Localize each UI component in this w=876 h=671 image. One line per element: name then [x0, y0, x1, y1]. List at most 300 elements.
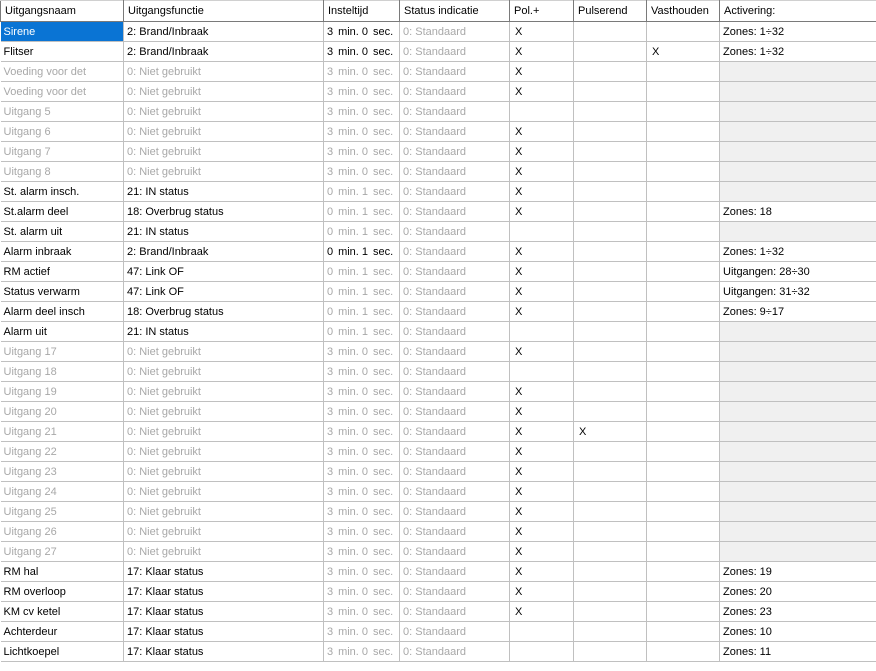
pulserend-cell[interactable] — [574, 582, 647, 602]
table-row[interactable] — [1, 622, 876, 642]
output-name-cell[interactable]: KM cv ketel — [1, 602, 124, 622]
vasthouden-cell[interactable] — [647, 602, 720, 622]
table-row[interactable] — [1, 462, 876, 482]
vasthouden-cell[interactable] — [647, 122, 720, 142]
output-function-cell[interactable]: 0: Niet gebruikt — [124, 342, 324, 362]
activation-cell[interactable]: Zones: 19 — [720, 562, 876, 582]
output-function-cell[interactable]: 17: Klaar status — [124, 622, 324, 642]
vasthouden-cell[interactable] — [647, 62, 720, 82]
status-indication-cell[interactable]: 0: Standaard — [400, 442, 510, 462]
header-status-indicatie[interactable]: Status indicatie — [400, 1, 510, 22]
output-name-cell[interactable]: Uitgang 5 — [1, 102, 124, 122]
pol-plus-cell[interactable]: X — [510, 262, 574, 282]
output-function-cell[interactable]: 0: Niet gebruikt — [124, 82, 324, 102]
vasthouden-cell[interactable] — [647, 82, 720, 102]
pulserend-cell[interactable] — [574, 102, 647, 122]
table-row[interactable] — [1, 322, 876, 342]
activation-cell[interactable]: Zones: 20 — [720, 582, 876, 602]
time-cell[interactable] — [324, 622, 400, 642]
status-indication-cell[interactable]: 0: Standaard — [400, 562, 510, 582]
pol-plus-cell[interactable]: X — [510, 602, 574, 622]
vasthouden-cell[interactable] — [647, 282, 720, 302]
activation-cell[interactable]: Zones: 9÷17 — [720, 302, 876, 322]
time-cell[interactable] — [324, 582, 400, 602]
vasthouden-cell[interactable] — [647, 322, 720, 342]
time-cell[interactable] — [324, 22, 400, 42]
output-name-cell[interactable]: St.alarm deel — [1, 202, 124, 222]
output-function-cell[interactable]: 18: Overbrug status — [124, 302, 324, 322]
status-indication-cell[interactable]: 0: Standaard — [400, 242, 510, 262]
table-row[interactable] — [1, 82, 876, 102]
output-function-cell[interactable]: 17: Klaar status — [124, 562, 324, 582]
pulserend-cell[interactable] — [574, 82, 647, 102]
status-indication-cell[interactable]: 0: Standaard — [400, 202, 510, 222]
vasthouden-cell[interactable] — [647, 562, 720, 582]
activation-cell[interactable]: Zones: 23 — [720, 602, 876, 622]
time-cell[interactable] — [324, 242, 400, 262]
output-function-cell[interactable]: 0: Niet gebruikt — [124, 382, 324, 402]
activation-cell[interactable]: Zones: 1÷32 — [720, 242, 876, 262]
activation-cell[interactable] — [720, 422, 876, 442]
pulserend-cell[interactable] — [574, 602, 647, 622]
activation-cell[interactable] — [720, 142, 876, 162]
vasthouden-cell[interactable] — [647, 582, 720, 602]
vasthouden-cell[interactable] — [647, 542, 720, 562]
activation-cell[interactable] — [720, 342, 876, 362]
pol-plus-cell[interactable]: X — [510, 42, 574, 62]
status-indication-cell[interactable]: 0: Standaard — [400, 482, 510, 502]
activation-cell[interactable] — [720, 542, 876, 562]
status-indication-cell[interactable]: 0: Standaard — [400, 382, 510, 402]
output-function-cell[interactable]: 0: Niet gebruikt — [124, 142, 324, 162]
time-cell[interactable] — [324, 162, 400, 182]
output-name-cell[interactable]: Uitgang 20 — [1, 402, 124, 422]
output-function-cell[interactable]: 17: Klaar status — [124, 642, 324, 662]
pulserend-cell[interactable] — [574, 622, 647, 642]
output-function-cell[interactable]: 0: Niet gebruikt — [124, 522, 324, 542]
vasthouden-cell[interactable] — [647, 622, 720, 642]
table-row[interactable] — [1, 282, 876, 302]
time-cell[interactable] — [324, 322, 400, 342]
output-function-cell[interactable]: 0: Niet gebruikt — [124, 402, 324, 422]
output-function-cell[interactable]: 18: Overbrug status — [124, 202, 324, 222]
output-name-cell[interactable]: Uitgang 6 — [1, 122, 124, 142]
output-name-cell[interactable]: Uitgang 27 — [1, 542, 124, 562]
output-function-cell[interactable]: 0: Niet gebruikt — [124, 502, 324, 522]
output-function-cell[interactable]: 0: Niet gebruikt — [124, 542, 324, 562]
table-row[interactable] — [1, 222, 876, 242]
time-cell[interactable] — [324, 482, 400, 502]
activation-cell[interactable] — [720, 82, 876, 102]
status-indication-cell[interactable]: 0: Standaard — [400, 222, 510, 242]
activation-cell[interactable]: Zones: 11 — [720, 642, 876, 662]
table-row[interactable] — [1, 582, 876, 602]
vasthouden-cell[interactable] — [647, 342, 720, 362]
pol-plus-cell[interactable]: X — [510, 282, 574, 302]
output-function-cell[interactable]: 0: Niet gebruikt — [124, 482, 324, 502]
vasthouden-cell[interactable] — [647, 502, 720, 522]
activation-cell[interactable] — [720, 182, 876, 202]
pulserend-cell[interactable] — [574, 362, 647, 382]
table-row[interactable] — [1, 422, 876, 442]
activation-cell[interactable] — [720, 382, 876, 402]
table-row[interactable] — [1, 522, 876, 542]
vasthouden-cell[interactable] — [647, 142, 720, 162]
status-indication-cell[interactable]: 0: Standaard — [400, 142, 510, 162]
output-name-cell[interactable]: RM overloop — [1, 582, 124, 602]
table-row[interactable] — [1, 602, 876, 622]
output-name-cell[interactable]: St. alarm uit — [1, 222, 124, 242]
status-indication-cell[interactable]: 0: Standaard — [400, 42, 510, 62]
pol-plus-cell[interactable]: X — [510, 142, 574, 162]
vasthouden-cell[interactable] — [647, 482, 720, 502]
status-indication-cell[interactable]: 0: Standaard — [400, 182, 510, 202]
status-indication-cell[interactable]: 0: Standaard — [400, 502, 510, 522]
pol-plus-cell[interactable] — [510, 362, 574, 382]
output-function-cell[interactable]: 0: Niet gebruikt — [124, 442, 324, 462]
activation-cell[interactable] — [720, 62, 876, 82]
output-name-cell[interactable]: Uitgang 25 — [1, 502, 124, 522]
status-indication-cell[interactable]: 0: Standaard — [400, 462, 510, 482]
output-name-cell[interactable]: Status verwarm — [1, 282, 124, 302]
activation-cell[interactable] — [720, 122, 876, 142]
time-cell[interactable] — [324, 142, 400, 162]
pol-plus-cell[interactable] — [510, 222, 574, 242]
status-indication-cell[interactable]: 0: Standaard — [400, 622, 510, 642]
time-cell[interactable] — [324, 562, 400, 582]
pol-plus-cell[interactable]: X — [510, 302, 574, 322]
vasthouden-cell[interactable]: X — [647, 42, 720, 62]
activation-cell[interactable] — [720, 522, 876, 542]
pol-plus-cell[interactable]: X — [510, 462, 574, 482]
vasthouden-cell[interactable] — [647, 162, 720, 182]
status-indication-cell[interactable]: 0: Standaard — [400, 122, 510, 142]
vasthouden-cell[interactable] — [647, 522, 720, 542]
pol-plus-cell[interactable] — [510, 622, 574, 642]
pulserend-cell[interactable] — [574, 162, 647, 182]
activation-cell[interactable]: Uitgangen: 28÷30 — [720, 262, 876, 282]
table-row[interactable] — [1, 262, 876, 282]
vasthouden-cell[interactable] — [647, 262, 720, 282]
output-name-cell[interactable]: Uitgang 26 — [1, 522, 124, 542]
time-cell[interactable] — [324, 302, 400, 322]
pulserend-cell[interactable] — [574, 522, 647, 542]
activation-cell[interactable] — [720, 402, 876, 422]
table-row[interactable] — [1, 102, 876, 122]
vasthouden-cell[interactable] — [647, 202, 720, 222]
status-indication-cell[interactable]: 0: Standaard — [400, 342, 510, 362]
output-name-cell[interactable]: Uitgang 23 — [1, 462, 124, 482]
activation-cell[interactable] — [720, 102, 876, 122]
table-row[interactable] — [1, 482, 876, 502]
pulserend-cell[interactable] — [574, 462, 647, 482]
activation-cell[interactable] — [720, 462, 876, 482]
time-sec-unit: sec. — [372, 625, 394, 638]
pol-plus-cell[interactable] — [510, 642, 574, 662]
pol-plus-cell[interactable]: X — [510, 582, 574, 602]
pol-plus-cell[interactable]: X — [510, 502, 574, 522]
pol-plus-cell[interactable]: X — [510, 162, 574, 182]
table-row[interactable] — [1, 62, 876, 82]
status-indication-cell[interactable]: 0: Standaard — [400, 22, 510, 42]
output-name-cell[interactable]: RM hal — [1, 562, 124, 582]
header-activering[interactable]: Activering: — [720, 1, 876, 22]
pol-plus-cell[interactable]: X — [510, 242, 574, 262]
vasthouden-cell[interactable] — [647, 362, 720, 382]
pol-plus-cell[interactable] — [510, 322, 574, 342]
vasthouden-cell[interactable] — [647, 462, 720, 482]
time-cell[interactable] — [324, 542, 400, 562]
pol-plus-cell[interactable]: X — [510, 542, 574, 562]
status-indication-cell[interactable]: 0: Standaard — [400, 402, 510, 422]
table-row[interactable] — [1, 542, 876, 562]
table-row[interactable] — [1, 362, 876, 382]
output-function-cell[interactable]: 21: IN status — [124, 222, 324, 242]
pol-plus-cell[interactable]: X — [510, 62, 574, 82]
table-row[interactable] — [1, 562, 876, 582]
vasthouden-cell[interactable] — [647, 222, 720, 242]
pulserend-cell[interactable] — [574, 562, 647, 582]
output-function-cell[interactable]: 0: Niet gebruikt — [124, 62, 324, 82]
output-name-cell[interactable]: Achterdeur — [1, 622, 124, 642]
output-name-cell[interactable]: Sirene — [1, 22, 124, 42]
pulserend-cell[interactable] — [574, 542, 647, 562]
output-name-cell[interactable]: RM actief — [1, 262, 124, 282]
vasthouden-cell[interactable] — [647, 442, 720, 462]
time-cell[interactable] — [324, 282, 400, 302]
activation-cell[interactable] — [720, 482, 876, 502]
vasthouden-cell[interactable] — [647, 22, 720, 42]
pulserend-cell[interactable] — [574, 142, 647, 162]
status-indication-cell[interactable]: 0: Standaard — [400, 282, 510, 302]
pulserend-cell[interactable] — [574, 42, 647, 62]
status-indication-cell[interactable]: 0: Standaard — [400, 602, 510, 622]
output-name-cell[interactable]: Uitgang 18 — [1, 362, 124, 382]
output-name-cell[interactable]: Uitgang 24 — [1, 482, 124, 502]
pulserend-cell[interactable] — [574, 382, 647, 402]
table-row[interactable] — [1, 42, 876, 62]
header-pol[interactable]: Pol.+ — [510, 1, 574, 22]
vasthouden-cell[interactable] — [647, 642, 720, 662]
time-cell[interactable] — [324, 522, 400, 542]
activation-cell[interactable] — [720, 362, 876, 382]
output-function-cell[interactable]: 0: Niet gebruikt — [124, 162, 324, 182]
pulserend-cell[interactable] — [574, 262, 647, 282]
status-indication-cell[interactable]: 0: Standaard — [400, 522, 510, 542]
table-row[interactable] — [1, 22, 876, 42]
vasthouden-cell[interactable] — [647, 402, 720, 422]
status-indication-cell[interactable]: 0: Standaard — [400, 362, 510, 382]
output-name-cell[interactable]: Uitgang 7 — [1, 142, 124, 162]
output-function-cell[interactable]: 47: Link OF — [124, 282, 324, 302]
time-cell[interactable] — [324, 122, 400, 142]
activation-cell[interactable] — [720, 322, 876, 342]
status-indication-cell[interactable]: 0: Standaard — [400, 162, 510, 182]
pol-plus-cell[interactable]: X — [510, 342, 574, 362]
time-cell[interactable] — [324, 502, 400, 522]
table-row[interactable] — [1, 182, 876, 202]
pol-plus-cell[interactable]: X — [510, 562, 574, 582]
time-cell[interactable] — [324, 262, 400, 282]
pol-plus-cell[interactable]: X — [510, 482, 574, 502]
vasthouden-cell[interactable] — [647, 242, 720, 262]
output-name-cell[interactable]: Uitgang 22 — [1, 442, 124, 462]
time-cell[interactable] — [324, 82, 400, 102]
output-name-cell[interactable]: Voeding voor det — [1, 82, 124, 102]
pulserend-cell[interactable] — [574, 402, 647, 422]
output-function-cell[interactable]: 2: Brand/Inbraak — [124, 242, 324, 262]
output-function-cell[interactable]: 0: Niet gebruikt — [124, 462, 324, 482]
time-seconds: 0 — [361, 85, 369, 98]
time-cell[interactable] — [324, 182, 400, 202]
pol-plus-cell[interactable]: X — [510, 522, 574, 542]
vasthouden-cell[interactable] — [647, 182, 720, 202]
output-name-cell[interactable]: Uitgang 19 — [1, 382, 124, 402]
activation-cell[interactable] — [720, 162, 876, 182]
activation-cell[interactable]: Zones: 1÷32 — [720, 22, 876, 42]
status-indication-cell[interactable]: 0: Standaard — [400, 62, 510, 82]
activation-cell[interactable] — [720, 442, 876, 462]
time-cell[interactable] — [324, 642, 400, 662]
table-row[interactable] — [1, 142, 876, 162]
time-cell[interactable] — [324, 102, 400, 122]
status-indication-cell[interactable]: 0: Standaard — [400, 262, 510, 282]
output-function-cell[interactable]: 0: Niet gebruikt — [124, 102, 324, 122]
time-cell[interactable] — [324, 42, 400, 62]
time-minutes: 0 — [327, 285, 334, 298]
output-name-cell[interactable]: Lichtkoepel — [1, 642, 124, 662]
output-name-cell[interactable]: Uitgang 17 — [1, 342, 124, 362]
pulserend-cell[interactable] — [574, 642, 647, 662]
status-indication-cell[interactable]: 0: Standaard — [400, 542, 510, 562]
table-row[interactable] — [1, 162, 876, 182]
pol-plus-cell[interactable]: X — [510, 402, 574, 422]
output-function-cell[interactable]: 47: Link OF — [124, 262, 324, 282]
output-function-cell[interactable]: 0: Niet gebruikt — [124, 362, 324, 382]
time-cell[interactable] — [324, 362, 400, 382]
vasthouden-cell[interactable] — [647, 422, 720, 442]
status-indication-cell[interactable]: 0: Standaard — [400, 642, 510, 662]
activation-cell[interactable]: Zones: 10 — [720, 622, 876, 642]
pol-plus-cell[interactable]: X — [510, 422, 574, 442]
vasthouden-cell[interactable] — [647, 102, 720, 122]
time-cell[interactable] — [324, 422, 400, 442]
pulserend-cell[interactable] — [574, 302, 647, 322]
pulserend-cell[interactable] — [574, 122, 647, 142]
header-uitgangsnaam[interactable]: Uitgangsnaam — [1, 1, 124, 22]
output-function-cell[interactable]: 2: Brand/Inbraak — [124, 42, 324, 62]
output-function-cell[interactable]: 21: IN status — [124, 182, 324, 202]
activation-cell[interactable]: Zones: 18 — [720, 202, 876, 222]
table-row[interactable] — [1, 122, 876, 142]
time-cell[interactable] — [324, 222, 400, 242]
pulserend-cell[interactable] — [574, 502, 647, 522]
pol-plus-cell[interactable]: X — [510, 202, 574, 222]
pulserend-cell[interactable] — [574, 482, 647, 502]
pol-plus-cell[interactable]: X — [510, 182, 574, 202]
output-function-cell[interactable]: 17: Klaar status — [124, 582, 324, 602]
output-name-cell[interactable]: Alarm inbraak — [1, 242, 124, 262]
pulserend-cell[interactable] — [574, 202, 647, 222]
pulserend-cell[interactable] — [574, 342, 647, 362]
status-indication-cell[interactable]: 0: Standaard — [400, 102, 510, 122]
header-pulserend[interactable]: Pulserend — [574, 1, 647, 22]
table-row[interactable] — [1, 342, 876, 362]
table-row[interactable] — [1, 382, 876, 402]
output-function-cell[interactable]: 2: Brand/Inbraak — [124, 22, 324, 42]
table-row[interactable] — [1, 642, 876, 662]
header-vasthouden[interactable]: Vasthouden — [647, 1, 720, 22]
pol-plus-cell[interactable]: X — [510, 382, 574, 402]
status-indication-cell[interactable]: 0: Standaard — [400, 322, 510, 342]
pol-plus-cell[interactable]: X — [510, 22, 574, 42]
time-cell[interactable] — [324, 602, 400, 622]
table-row[interactable] — [1, 402, 876, 422]
status-indication-cell[interactable]: 0: Standaard — [400, 582, 510, 602]
table-row[interactable] — [1, 442, 876, 462]
output-name-cell[interactable]: St. alarm insch. — [1, 182, 124, 202]
time-cell[interactable] — [324, 202, 400, 222]
time-minutes: 3 — [327, 525, 334, 538]
pulserend-cell[interactable] — [574, 182, 647, 202]
status-indication-cell[interactable]: 0: Standaard — [400, 82, 510, 102]
header-uitgangsfunctie[interactable]: Uitgangsfunctie — [124, 1, 324, 22]
pol-plus-cell[interactable]: X — [510, 122, 574, 142]
vasthouden-cell[interactable] — [647, 382, 720, 402]
output-name-cell[interactable]: Alarm uit — [1, 322, 124, 342]
pulserend-cell[interactable] — [574, 222, 647, 242]
time-cell[interactable] — [324, 402, 400, 422]
status-indication-cell[interactable]: 0: Standaard — [400, 302, 510, 322]
table-row[interactable] — [1, 242, 876, 262]
output-function-cell[interactable]: 21: IN status — [124, 322, 324, 342]
time-cell[interactable] — [324, 62, 400, 82]
vasthouden-cell[interactable] — [647, 302, 720, 322]
output-function-cell[interactable]: 0: Niet gebruikt — [124, 122, 324, 142]
output-name-cell[interactable]: Alarm deel insch — [1, 302, 124, 322]
output-function-cell[interactable]: 17: Klaar status — [124, 602, 324, 622]
table-row[interactable] — [1, 302, 876, 322]
pulserend-cell[interactable] — [574, 282, 647, 302]
pulserend-cell[interactable] — [574, 242, 647, 262]
header-insteltijd[interactable]: Insteltijd — [324, 1, 400, 22]
pol-plus-cell[interactable]: X — [510, 442, 574, 462]
output-name-cell[interactable]: Voeding voor det — [1, 62, 124, 82]
time-cell[interactable] — [324, 462, 400, 482]
pulserend-cell[interactable] — [574, 322, 647, 342]
time-cell[interactable] — [324, 342, 400, 362]
pulserend-cell[interactable] — [574, 22, 647, 42]
table-row[interactable] — [1, 202, 876, 222]
activation-cell[interactable] — [720, 502, 876, 522]
pulserend-cell[interactable]: X — [574, 422, 647, 442]
output-name-cell[interactable]: Uitgang 8 — [1, 162, 124, 182]
time-cell[interactable] — [324, 442, 400, 462]
activation-cell[interactable]: Uitgangen: 31÷32 — [720, 282, 876, 302]
status-indication-cell[interactable]: 0: Standaard — [400, 422, 510, 442]
output-name-cell[interactable]: Flitser — [1, 42, 124, 62]
output-name-cell[interactable]: Uitgang 21 — [1, 422, 124, 442]
output-function-cell[interactable]: 0: Niet gebruikt — [124, 422, 324, 442]
pulserend-cell[interactable] — [574, 442, 647, 462]
time-cell[interactable] — [324, 382, 400, 402]
pol-plus-cell[interactable] — [510, 102, 574, 122]
pulserend-cell[interactable] — [574, 62, 647, 82]
activation-cell[interactable] — [720, 222, 876, 242]
activation-cell[interactable]: Zones: 1÷32 — [720, 42, 876, 62]
pol-plus-cell[interactable]: X — [510, 82, 574, 102]
table-row[interactable] — [1, 502, 876, 522]
